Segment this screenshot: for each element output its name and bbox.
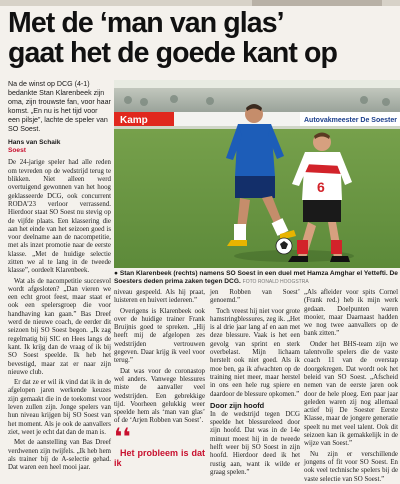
- match-photo-illustration: [114, 80, 400, 268]
- subheading: Door zijn hoofd: [210, 400, 265, 410]
- body-paragraph: Toch vreest hij niet voor grote hamstringblessures, zeg ik. „Het is al drie jaar lang af en aan met deze blessure. Vaak is het een gevolg van sprint en sterk overbelast. Mijn lichaam herstelt ook niet goed. Als ik moe ben, ga ik afwachten op de training niet meer, maar herstel in ons een hele rug spiere en daardoor de blessure opkomen.”: [210, 307, 300, 398]
- caption-text: Stan Klarenbeek (rechts) namens SO Soest in een duel met Hamza Amghar el Yettefti. De Soesters deden prima zaken tegen DCG.: [114, 270, 398, 286]
- body-paragraph: jen Robben van Soest’ genoemd.”: [210, 289, 300, 305]
- left-column: [8, 80, 111, 472]
- headline: [8, 8, 396, 68]
- body-paragraph: „Als afleider voor spits Cornel (Frank red.) heb ik mijn werk gedaan. Doelpunten waren mooier, maar Daarnaast hadden we nog twee aanvallers op de bank zitten.”: [304, 289, 398, 338]
- body-paragraph: niveau gespeeld. Als hij praat, luisteren en huivert iedereen.”: [114, 289, 205, 305]
- pull-quote: Het probleem is dat ik: [114, 447, 205, 468]
- caption-bullet: ●: [114, 270, 120, 277]
- body-paragraph: Onder het BHS-team zijn we talentvolle spelers die de vaste coach 11 van de overstap doorgekregen. Dat wordt ook het beleid van SO Soest. „Afscheid nemen van de eerste jaren ook door de hele ploeg. Een paar jaar geleden waren zij nog allemaal actief bij De Soester Eerste Klasse, maar de jongere generatie speelt nu met veel talent. Ook dit seizoen kan ik gemakkelijk in de wijze van Soest.”: [304, 340, 398, 448]
- body-paragraph: In de wedstrijd tegen DCG speelde het blessureleed door zijn hoofd. Dat was in de 14e minuut moest hij in de tweede helft weer bij SO Soest in zijn hoofd. Hierdoor deed ik het rustig aan, want ik wilde er graag spelen.”: [210, 410, 300, 476]
- body-paragraph: Er dat ze er wil ik vind dat ik in de afgelopen jaren werkende keuzes zijn gemaakt die in de toekomst voor leven zullen zijn. Jonge spelers van hun niveau krijgen bij SO Soest van het moment. Als je ook de aanvallers ziet, weet je echt dat dan de man is.: [8, 379, 111, 436]
- photo-caption: [114, 270, 398, 286]
- photo-credit: FOTO RONALD HOOGSTRA: [242, 279, 309, 286]
- intro-paragraph: Na de winst op DCG (4-1) bedankte Stan Klarenbeek zijn oma, zijn trouwste fan, voor haar komst. „En nu is het tijd voor een pilsje”, lachte de speler van SO Soest.: [8, 80, 111, 133]
- column-2: [114, 289, 205, 468]
- column-4: [304, 289, 398, 483]
- body-paragraph: Wat als de nacompetitie succesvol wordt afgesloten? „Dan vieren we een echt groot feest, maar staat er ook een spelersgroep die voor handhaving kan gaan.” Bas Dreef werd de nieuwe coach, de eerder dit seizoen bij SO Soest begon. „Ik zag regelmatig bij SIC en Hees langs de kant. Ik krijg dan de vraag of ik bij SO Soest speelde. Ik heb het bevestigd, maar zat er naar zijn nieuwe club.: [8, 277, 111, 376]
- ad-board-text: Autovakmeester De Soester: [304, 117, 397, 124]
- headline-line-1: Met de ‘man van glas’: [8, 7, 284, 39]
- quote-mark-icon: ❛❛: [114, 423, 131, 451]
- jersey-number: 6: [317, 179, 325, 195]
- byline: Hans van Schaik: [8, 139, 61, 147]
- left-body-text: [8, 159, 111, 472]
- football: [276, 238, 292, 254]
- body-paragraph: Met de aanstelling van Bas Dreef verdwenen zijn twijfels. „Ik heb hem als trainer bij de A-selectie gehad. Dat waren een heel mooi jaar.: [8, 439, 111, 472]
- top-banner-ad: [252, 0, 382, 6]
- dateline-place: Soest: [8, 147, 26, 155]
- body-paragraph: Nu zijn er verschillende jongens of fit voor SO Soest. En ook veel technische spelers bij de vaste selectie van SO Soest.”: [304, 450, 398, 483]
- body-paragraph: Dat was voor de coronastop wel anders. Vanwege blessures miste de aanvaller veel wedstrijden. Een gebrekkige tijd. Voorheen gelukkig weer speelde hem als ‘man van glas’ of de ‘Arjen Robben van Soest’.: [114, 367, 205, 425]
- top-banner-strip: [0, 0, 400, 6]
- headline-line-2: gaat het de goede kant op: [8, 37, 338, 69]
- match-photo: [114, 80, 400, 268]
- body-paragraph: Overigens is Klarenbeek ook over de huidige trainer Frank Bruijnis goed te spreken. „Hij heeft mij de afgelopen zes wedstrijden vertrouwen gegeven. Daar krijg ik veel voor terug.”: [114, 307, 205, 365]
- body-paragraph: De 24-jarige speler had alle reden om tevreden op de wedstrijd terug te blikken. Niet alleen werd overtuigend gewonnen van het hoog geklasseerde DCG, ook concurrent RODA’23 verloor verrassend. Hierdoor staat SO Soest nu stevig op de vijfde plaats. Een klassering die aan het einde van het seizoen goed is voor deelname aan de nacompetitie, met als inzet promotie naar de eerste klasse. „Met de huidige selectie zitten we al te lang in de tweede klasse”, oordeelt Klarenbeek.: [8, 159, 111, 275]
- column-3: [210, 289, 300, 476]
- ad-board-brand: Kamp: [120, 115, 148, 126]
